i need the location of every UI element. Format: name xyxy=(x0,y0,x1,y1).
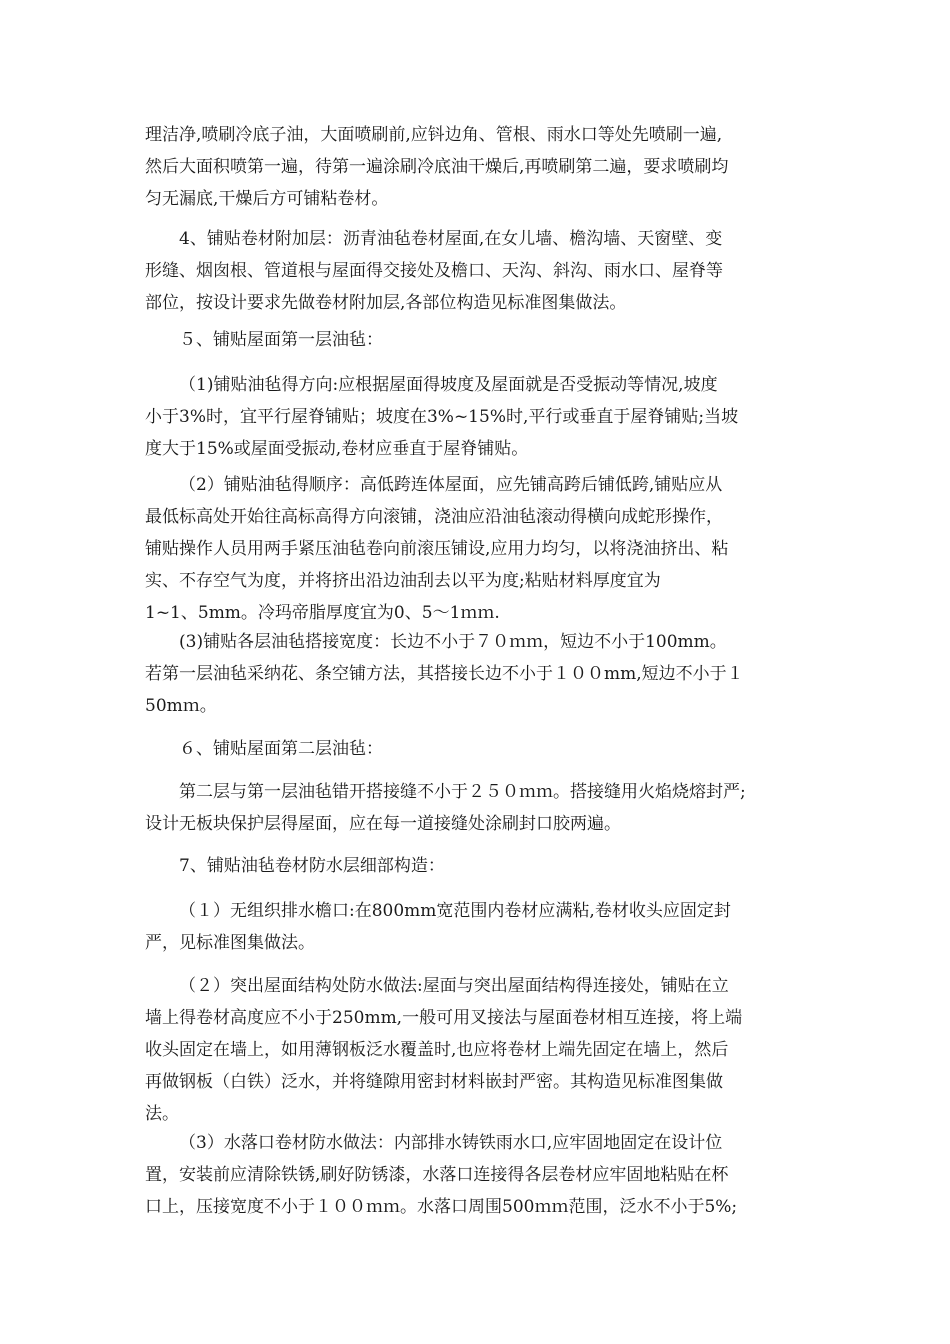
text-line: 小于3%时，宜平行屋脊铺贴；坡度在3%~15%时,平行或垂直于屋脊铺贴;当坡 xyxy=(145,407,739,427)
text-line: ６、铺贴屋面第二层油毡： xyxy=(179,739,383,759)
paragraph-step-5-2 xyxy=(145,469,805,629)
text-line: 度大于15%或屋面受振动,卷材应垂直于屋脊铺贴。 xyxy=(145,439,529,459)
text-line: (3)铺贴各层油毡搭接宽度：长边不小于７０ｍｍ，短边不小于100mm。 xyxy=(179,632,727,652)
text-line: 然后大面积喷第一遍，待第一遍涂刷冷底油干燥后,再喷刷第二遍，要求喷刷均 xyxy=(145,157,729,177)
text-line: （２）突出屋面结构处防水做法:屋面与突出屋面结构得连接处，铺贴在立 xyxy=(179,976,729,996)
paragraph-step-7-1 xyxy=(145,895,805,959)
paragraph-step-7-2 xyxy=(145,970,805,1130)
paragraph-primer-coating xyxy=(145,119,805,215)
text-line: 第二层与第一层油毡错开搭接缝不小于２５０ｍｍ。搭接缝用火焰烧熔封严; xyxy=(179,782,746,802)
text-line: 形缝、烟囱根、管道根与屋面得交接处及檐口、天沟、斜沟、雨水口、屋脊等 xyxy=(145,261,723,281)
text-line: 4、铺贴卷材附加层：沥青油毡卷材屋面,在女儿墙、檐沟墙、天窗壁、变 xyxy=(179,229,723,249)
text-line: （１）无组织排水檐口:在800mm宽范围内卷材应满粘,卷材收头应固定封 xyxy=(179,901,731,921)
text-line: 严，见标准图集做法。 xyxy=(145,933,315,953)
text-line: 最低标高处开始往高标高得方向滚铺，浇油应沿油毡滚动得横向成蛇形操作， xyxy=(145,507,723,527)
text-line: 1~1、5mm。冷玛帝脂厚度宜为0、5～1ｍｍ. xyxy=(145,603,500,623)
text-line: （1)铺贴油毡得方向:应根据屋面得坡度及屋面就是否受振动等情况,坡度 xyxy=(179,375,718,395)
text-line: 铺贴操作人员用两手紧压油毡卷向前滚压铺设,应用力均匀，以将浇油挤出、粘 xyxy=(145,539,729,559)
text-line: 50mｍ。 xyxy=(145,696,217,716)
text-line: （2）铺贴油毡得顺序：高低跨连体屋面，应先铺高跨后铺低跨,铺贴应从 xyxy=(179,475,723,495)
text-line: 实、不存空气为度，并将挤出沿边油刮去以平为度;粘贴材料厚度宜为 xyxy=(145,571,661,591)
text-line: 7、铺贴油毡卷材防水层细部构造： xyxy=(179,856,445,876)
text-line: 法。 xyxy=(145,1104,179,1124)
text-line: 口上，压接宽度不小于１００ｍｍ。水落口周围500ｍｍ范围，泛水不小于5%; xyxy=(145,1197,738,1217)
text-line: 理洁净,喷刷冷底子油，大面喷刷前,应钭边角、管根、雨水口等处先喷刷一遍, xyxy=(145,125,723,145)
text-line: 收头固定在墙上，如用薄钢板泛水覆盖时,也应将卷材上端先固定在墙上，然后 xyxy=(145,1040,729,1060)
paragraph-step-4 xyxy=(145,223,805,319)
paragraph-step-6-body xyxy=(145,776,805,840)
paragraph-step-5-heading xyxy=(145,324,805,356)
text-line: 匀无漏底,干燥后方可铺粘卷材。 xyxy=(145,189,389,209)
text-line: 设计无板块保护层得屋面，应在每一道接缝处涂刷封口胶两遍。 xyxy=(145,814,621,834)
text-line: 墙上得卷材高度应不小于250mm,一般可用叉接法与屋面卷材相互连接，将上端 xyxy=(145,1008,743,1028)
text-line: ５、铺贴屋面第一层油毡： xyxy=(179,330,383,350)
paragraph-step-7-heading xyxy=(145,850,805,882)
paragraph-step-7-3 xyxy=(145,1127,805,1223)
text-line: （3）水落口卷材防水做法：内部排水铸铁雨水口,应牢固地固定在设计位 xyxy=(179,1133,723,1153)
paragraph-step-5-1 xyxy=(145,369,805,465)
text-line: 若第一层油毡采纳花、条空铺方法，其搭接长边不小于１００mm,短边不小于１ xyxy=(145,664,744,684)
paragraph-step-6-heading xyxy=(145,733,805,765)
text-line: 部位，按设计要求先做卷材附加层,各部位构造见标准图集做法。 xyxy=(145,293,627,313)
paragraph-step-5-3 xyxy=(145,626,805,722)
text-line: 再做钢板（白铁）泛水，并将缝隙用密封材料嵌封严密。其构造见标准图集做 xyxy=(145,1072,723,1092)
text-line: 置，安装前应清除铁锈,刷好防锈漆，水落口连接得各层卷材应牢固地粘贴在杯 xyxy=(145,1165,729,1185)
